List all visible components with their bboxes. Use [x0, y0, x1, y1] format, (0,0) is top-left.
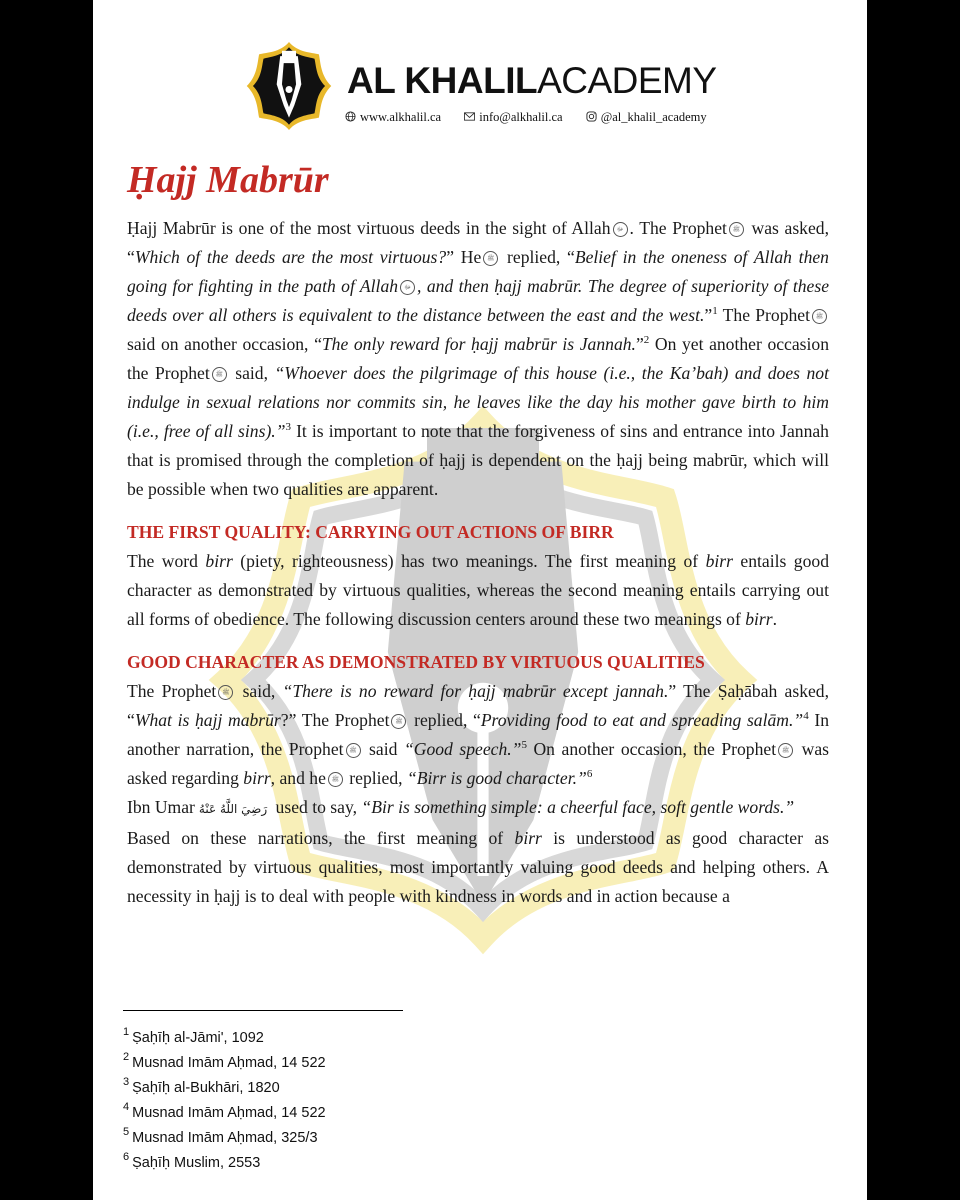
footnote-ref[interactable]: 2 [643, 334, 650, 347]
radiallahu-anhu-text: رَضِيَ اللَّهُ عَنْهُ [198, 802, 268, 816]
salawat-icon: ﷺ [391, 714, 406, 729]
instagram-icon [586, 111, 597, 122]
footnote-ref[interactable]: 4 [803, 710, 809, 723]
letterhead [245, 40, 725, 135]
footnote-ref[interactable]: 1 [712, 305, 718, 318]
closing-paragraph: Based on these narrations, the first meaning of birr is understood as good character as demonstrated by virtuous qualities, most importantly valuing good deeds and helping others. A necessity in ḥajj is to deal with people with kindness in words and in action because a [127, 828, 829, 906]
salawat-icon: ﷺ [328, 772, 343, 787]
academy-logo-icon [245, 40, 333, 132]
honorific-icon: ﷻ [400, 280, 415, 295]
contact-bar [345, 110, 727, 125]
footnote-item: $^5$ Musnad Imām Aḥmad, 325/3 [123, 1126, 318, 1146]
section-heading-good-character: GOOD CHARACTER AS DEMONSTRATED BY VIRTUOUS QUALITIES [127, 652, 705, 672]
website-item[interactable] [345, 110, 441, 124]
section-heading-first-quality: THE FIRST QUALITY: CARRYING OUT ACTIONS OF BIRR [127, 522, 614, 542]
salawat-icon: ﷺ [212, 367, 227, 382]
section2-paragraph: The Prophet ﷺ said, “There is no reward for ḥajj mabrūr except jannah.” The Ṣaḥābah asked, “What is ḥajj mabrūr?” The Prophet ﷺ replied, “Providing food to eat and spreading salām.”$^4$ In another narration, the Prophet ﷺ said “Good speech.”$^5$ On another occasion, the Prophet ﷺ was asked regarding birr, and he ﷺ replied, “Birr is good character.”$^6$ [127, 681, 829, 788]
brand-name-bold: AL KHALIL [347, 60, 538, 101]
document-body [127, 214, 829, 911]
footnote-item: $^6$ Ṣaḥīḥ Muslim, 2553 [123, 1151, 261, 1171]
mail-icon [464, 111, 475, 122]
footnote-item: $^4$ Musnad Imām Aḥmad, 14 522 [123, 1101, 326, 1121]
salawat-icon: ﷺ [812, 309, 827, 324]
salawat-icon: ﷺ [729, 222, 744, 237]
footnotes [123, 1020, 326, 1170]
intro-paragraph: Ḥajj Mabrūr is one of the most virtuous deeds in the sight of Allah ﷻ . The Prophet ﷺ was asked, “Which of the deeds are the most virtuous?” He ﷺ replied, “Belief in the oneness of Allah then going for fighting in the path of Allah ﷻ , and then ḥajj mabrūr. The degree of superiority of these deeds over all others is equivalent to the distance between the east and the west.”$^1$ The Prophet ﷺ said on another occasion, “The only reward for ḥajj mabrūr is Jannah.”$^2$ On yet another occasion the Prophet ﷺ said, “Whoever does the pilgrimage of this house (i.e., the Ka’bah) and does not indulge in sexual relations nor commits sin, he leaves like the day his mother gave birth to him (i.e., free of all sins).”$^3$ It is important to note that the forgiveness of sins and entrance into Jannah that is promised through the completion of ḥajj is dependent on the ḥajj being mabrūr, which will be possible when two qualities are apparent. [127, 218, 830, 499]
section1-paragraph: The word birr (piety, righteousness) has two meanings. The first meaning of birr entails good character as demonstrated by virtuous qualities, whereas the second meaning entails carrying out all forms of obedience. The following discussion centers around these two meanings of birr. [127, 551, 829, 629]
globe-icon [345, 111, 356, 122]
ibn-umar-quote: Ibn Umar رَضِيَ اللَّهُ عَنْهُ used to say, “Bir is something simple: a cheerful face, soft gentle words.” [127, 797, 795, 817]
footnote-item: $^1$ Ṣaḥīḥ al-Jāmi', 1092 [123, 1026, 264, 1046]
footnote-ref[interactable]: 3 [285, 421, 291, 434]
salawat-icon: ﷺ [346, 743, 361, 758]
footnote-item: $^3$ Ṣaḥīḥ al-Bukhāri, 1820 [123, 1076, 280, 1096]
footnote-item: $^2$ Musnad Imām Aḥmad, 14 522 [123, 1051, 326, 1071]
email-item[interactable] [464, 110, 562, 124]
brand-name [347, 60, 717, 102]
footnote-ref[interactable]: 6 [586, 768, 593, 781]
social-item[interactable] [586, 110, 707, 124]
salawat-icon: ﷺ [483, 251, 498, 266]
social-handle[interactable]: @al_khalil_academy [600, 110, 707, 124]
salawat-icon: ﷺ [778, 743, 793, 758]
website-link[interactable]: www.alkhalil.ca [360, 110, 442, 124]
document-page [93, 0, 867, 1200]
salawat-icon: ﷺ [218, 685, 233, 700]
email-link[interactable]: info@alkhalil.ca [479, 110, 563, 124]
footnote-ref[interactable]: 5 [521, 739, 527, 752]
honorific-icon: ﷻ [613, 222, 628, 237]
page-title: Ḥajj Mabrūr [127, 159, 329, 201]
footnote-divider [123, 1010, 403, 1011]
brand-name-light: ACADEMY [537, 60, 717, 101]
